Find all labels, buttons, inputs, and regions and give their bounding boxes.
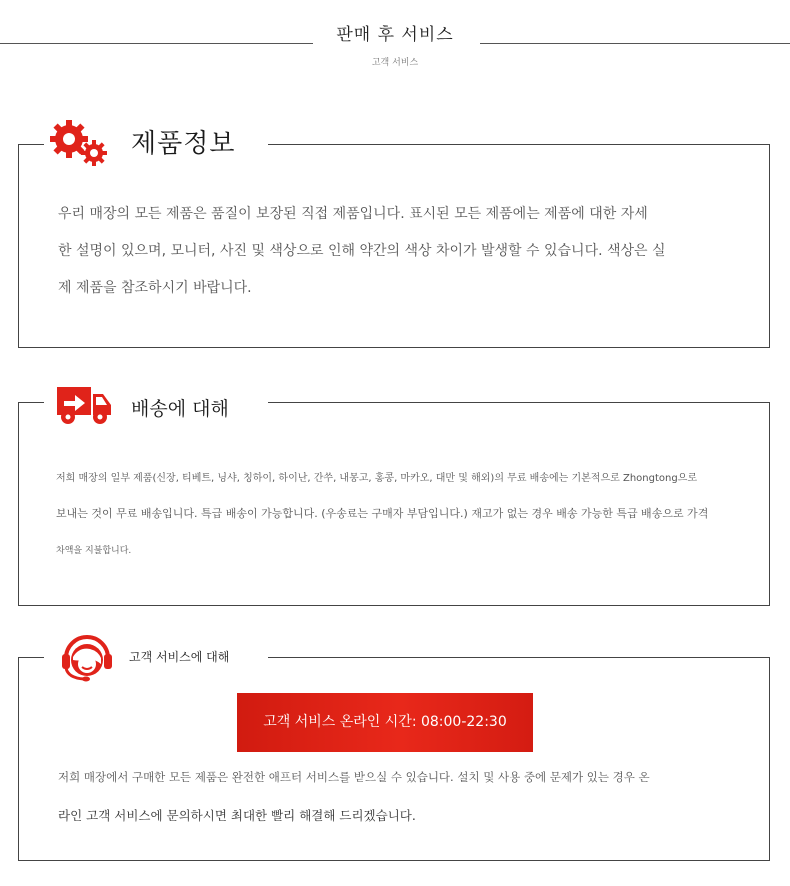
gears-icon [49, 117, 109, 169]
shipping-line-3: 차액을 지불합니다. [56, 546, 132, 556]
headset-operator-icon [60, 630, 114, 684]
product-info-line-3: 제 제품을 참조하시기 바랍니다. [58, 280, 252, 296]
section-heading-customer-service: 고객 서비스에 대해 [129, 650, 230, 664]
customer-service-line-2: 라인 고객 서비스에 문의하시면 최대한 빨리 해결해 드리겠습니다. [58, 808, 416, 823]
customer-service-box [18, 657, 770, 861]
shipping-box [18, 402, 770, 606]
product-info-line-2: 한 설명이 있으며, 모니터, 사진 및 색상으로 인해 약간의 색상 차이가 발생할 수 있습니다. 색상은 실 [58, 243, 666, 259]
section-heading-product-info: 제품정보 [131, 129, 236, 159]
shipping-line-2: 보내는 것이 무료 배송입니다. 특급 배송이 가능합니다. (우송료는 구매자 부담입니다.) 재고가 없는 경우 배송 가능한 특급 배송으로 가격 [56, 507, 709, 520]
section-heading-shipping: 배송에 대해 [131, 398, 229, 420]
page-title: 판매 후 서비스 [336, 25, 454, 45]
delivery-truck-icon [56, 386, 113, 426]
shipping-line-1: 저희 매장의 일부 제품(신장, 티베트, 닝샤, 칭하이, 하이난, 간쑤, 내몽고, 홍콩, 마카오, 대만 및 해외)의 무료 배송에는 기본적으로 Zhongtong으로 [56, 473, 698, 484]
customer-service-line-1: 저희 매장에서 구매한 모든 제품은 완전한 애프터 서비스를 받으실 수 있습니다. 설치 및 사용 중에 문제가 있는 경우 온 [58, 770, 650, 784]
product-info-line-1: 우리 매장의 모든 제품은 품질이 보장된 직접 제품입니다. 표시된 모든 제품에는 제품에 대한 자세 [58, 206, 648, 222]
page-subtitle: 고객 서비스 [371, 58, 419, 68]
service-hours-banner: 고객 서비스 온라인 시간: 08:00-22:30 [237, 693, 533, 752]
